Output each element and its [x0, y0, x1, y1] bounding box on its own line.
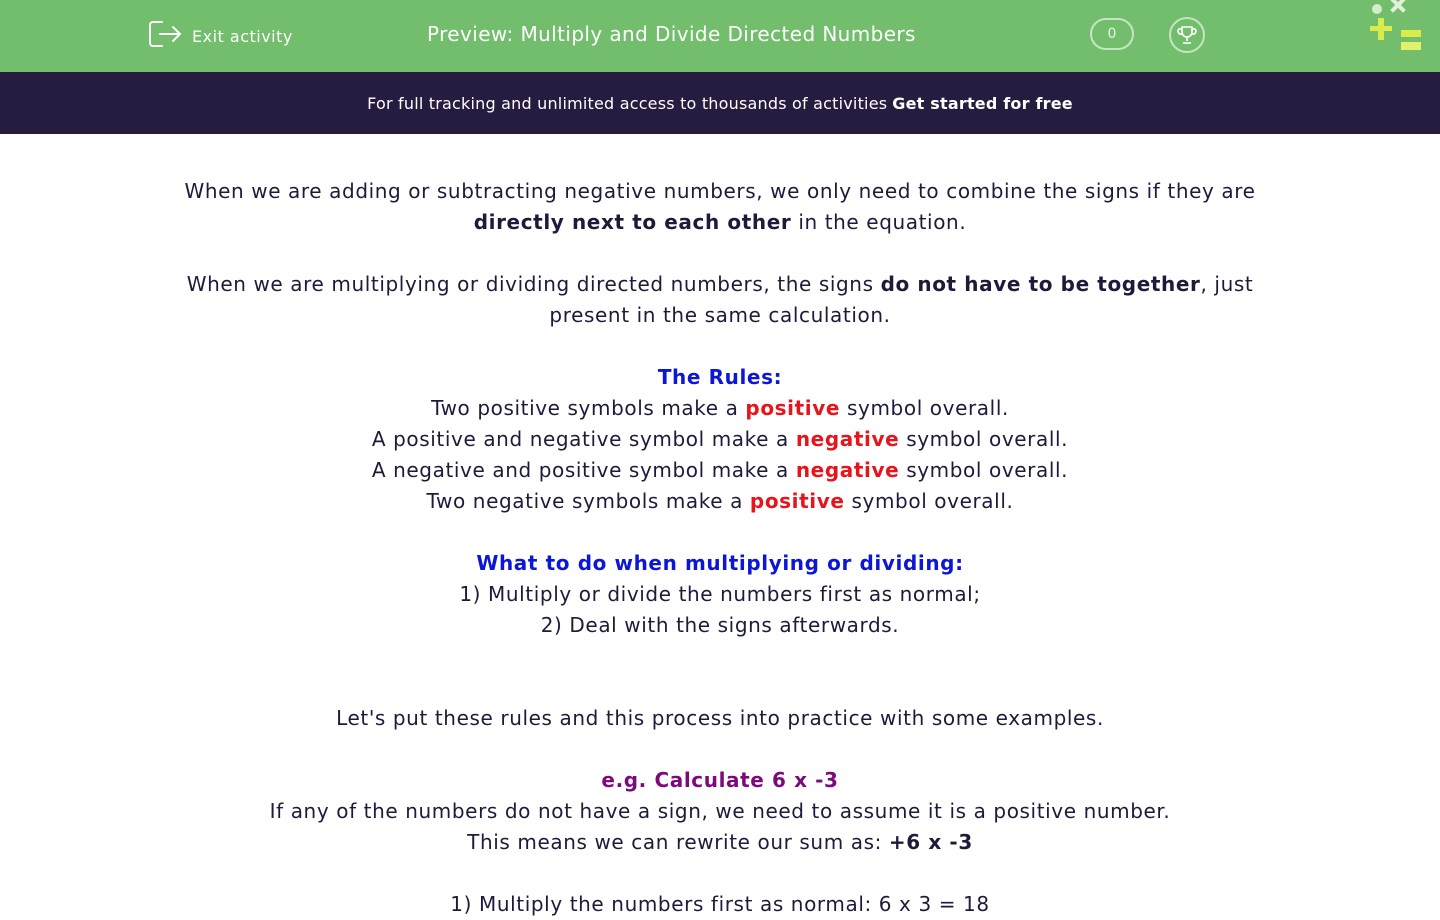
example-line-2: This means we can rewrite our sum as: +6 x -3	[467, 830, 973, 854]
banner-text: For full tracking and unlimited access to thousands of activities	[367, 93, 888, 113]
step-2: 2) Deal with the signs afterwards.	[540, 613, 900, 637]
practice-text: Let's put these rules and this process into practice with some examples.	[336, 706, 1104, 730]
example-line-1: If any of the numbers do not have a sign, we need to assume it is a positive number.	[269, 799, 1171, 823]
steps-heading: What to do when multiplying or dividing:	[476, 551, 964, 575]
page-title: Preview: Multiply and Divide Directed Numbers	[427, 22, 916, 46]
rule-line: Two positive symbols make a positive symbol overall.	[431, 396, 1009, 420]
rule-line: A negative and positive symbol make a negative symbol overall.	[371, 458, 1069, 482]
rules-heading: The Rules:	[657, 365, 783, 389]
example-heading: e.g. Calculate 6 x -3	[601, 768, 839, 792]
example-line-3: 1) Multiply the numbers first as normal: 6 x 3 = 18	[450, 892, 990, 916]
get-started-link[interactable]: Get started for free	[892, 93, 1073, 113]
rule-line: A positive and negative symbol make a negative symbol overall.	[371, 427, 1069, 451]
step-1: 1) Multiply or divide the numbers first as normal;	[459, 582, 981, 606]
intro-paragraph-1: When we are adding or subtracting negative numbers, we only need to combine the signs if they are directly next to each other in the equation.	[184, 179, 1256, 234]
intro-paragraph-2: When we are multiplying or dividing directed numbers, the signs do not have to be together, just present in the same calculation.	[186, 272, 1254, 327]
rule-line: Two negative symbols make a positive symbol overall.	[426, 489, 1014, 513]
exit-label: Exit activity	[192, 26, 293, 46]
score-counter: 0	[1090, 18, 1134, 50]
